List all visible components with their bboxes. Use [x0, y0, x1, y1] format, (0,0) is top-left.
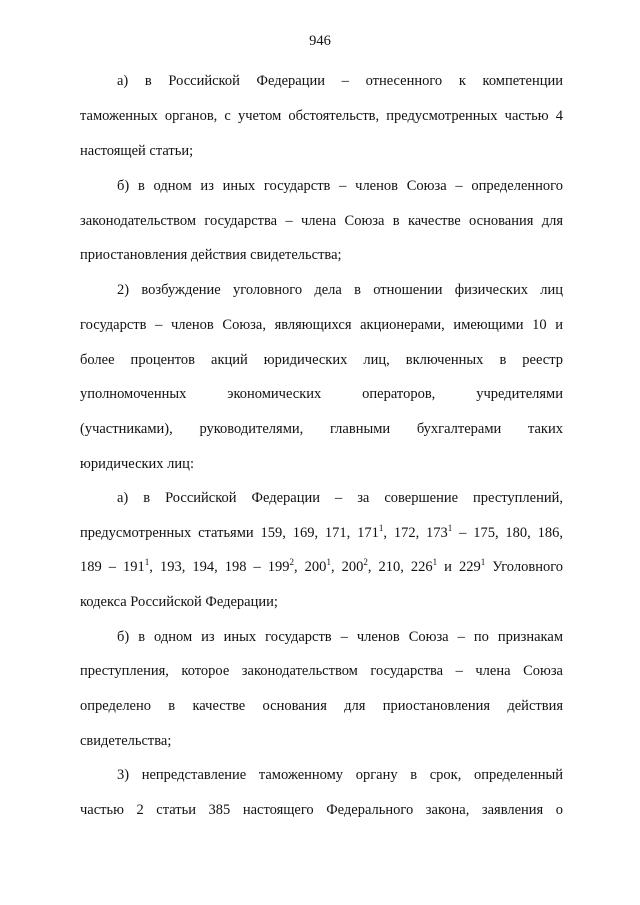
text-line: кодекса Российской Федерации;	[80, 594, 278, 610]
text-line: настоящей статьи;	[80, 143, 194, 159]
text-line: юридических лиц:	[80, 456, 194, 472]
text-line: 3) непредставление таможенному органу в срок, определенный	[117, 767, 563, 783]
text-line: уполномоченных экономических операторов, учредителями	[80, 386, 563, 402]
text-line: частью 2 статьи 385 настоящего Федерального закона, заявления о	[80, 802, 563, 818]
text-line: (участниками), руководителями, главными бухгалтерами таких	[80, 421, 563, 437]
text-line: приостановления действия свидетельства;	[80, 247, 342, 263]
text-line: $189 - 191^1$, 193, 194, $198 - 199^2$, $200^1$, $200^2$, 210, $226^1$ и $229^1$ Уголовного	[80, 557, 564, 575]
text-line: преступления, которое законодательством государства – члена Союза	[80, 663, 563, 679]
text-line: б) в одном из иных государств – членов Союза – определенного	[117, 178, 563, 194]
text-line: законодательством государства – члена Союза в качестве основания для	[80, 213, 563, 229]
text-line: а) в Российской Федерации – за совершение преступлений,	[117, 490, 563, 506]
text-line: государств – членов Союза, являющихся акционерами, имеющими 10 и	[80, 317, 563, 333]
text-line: а) в Российской Федерации – отнесенного к компетенции	[117, 73, 563, 89]
text-line: определено в качестве основания для приостановления действия	[80, 698, 563, 714]
page-number: 946	[309, 33, 331, 49]
text-line: более процентов акций юридических лиц, включенных в реестр	[80, 352, 563, 368]
text-line: свидетельства;	[80, 733, 172, 749]
text-line: предусмотренных статьями 159, 169, 171, $171^1$, 172, $173^1 - 175$, 180, 186,	[80, 523, 564, 541]
text-line: б) в одном из иных государств – членов Союза – по признакам	[117, 629, 563, 645]
text-line: 2) возбуждение уголовного дела в отношении физических лиц	[117, 282, 563, 298]
text-line: таможенных органов, с учетом обстоятельств, предусмотренных частью 4	[80, 108, 563, 124]
